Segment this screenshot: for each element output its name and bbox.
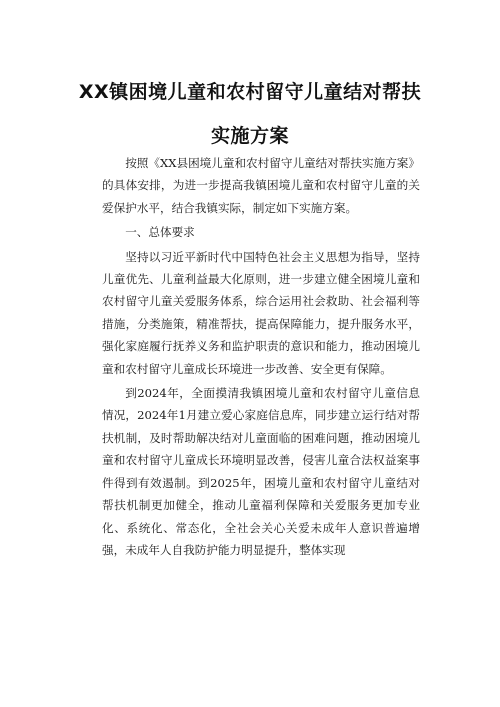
document-title-line1: XX镇困境儿童和农村留守儿童结对帮扶 [78,81,422,103]
body-paragraph: 坚持以习近平新时代中国特色社会主义思想为指导，坚持儿童优先、儿童利益最大化原则，进一步建立健全困境儿童和农村留守儿童关爱服务体系，综合运用社会救助、社会福利等措施，分类施策，精准帮扶，提高保障能力，提升服务水平，强化家庭履行抚养义务和监护职责的意识和能力，推动困境儿童和农村留守儿童成长环境进一步改善、安全更有保障。 [102,249,420,376]
intro-paragraph: 按照《XX县困境儿童和农村留守儿童结对帮扶实施方案》的具体安排，为进一步提高我镇困境儿童和农村留守儿童的关爱保护水平，结合我镇实际，制定如下实施方案。 [102,156,420,215]
section-heading: 一、总体要求 [125,225,195,240]
document-body [102,152,420,563]
document-title-line2: 实施方案 [210,125,289,147]
body-paragraph: 到2024年，全面摸清我镇困境儿童和农村留守儿童信息情况，2024年1月建立爱心家庭信息库，同步建立运行结对帮扶机制，及时帮助解决结对儿童面临的困难问题，推动困境儿童和农村留守儿童成长环境明显改善，侵害儿童合法权益案事件得到有效遏制。到2025年，困境儿童和农村留守儿童结对帮扶机制更加健全，推动儿童福利保障和关爱服务更加专业化、系统化、常态化，全社会关心关爱未成年人意识普遍增强，未成年人自我防护能力明显提升，整体实现 [102,386,420,557]
